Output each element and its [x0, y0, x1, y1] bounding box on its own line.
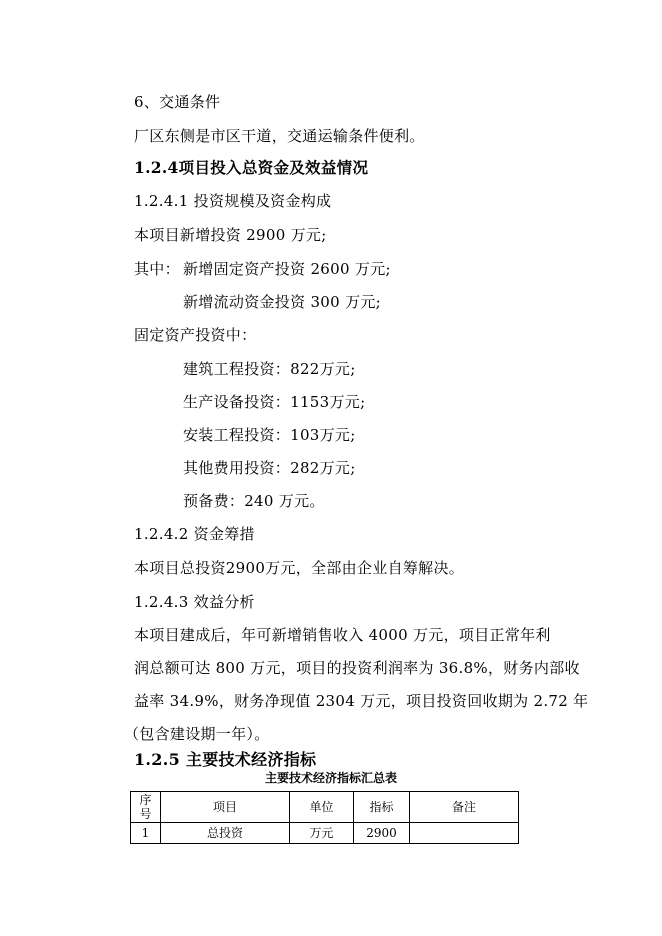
- header-unit: 单位: [290, 792, 354, 823]
- funding-text: 本项目总投资2900万元，全部由企业自筹解决。: [134, 559, 465, 577]
- fixed-breakdown-label: 固定资产投资中：: [134, 326, 257, 344]
- benefit-paragraph-line: 润总额可达 800 万元，项目的投资利润率为 36.8%，财务内部收: [134, 659, 580, 677]
- breakdown-item: 生产设备投资：1153万元;: [183, 393, 366, 411]
- breakdown-item: 预备费：240 万元。: [183, 492, 325, 510]
- section-1-2-4-2-heading: 1.2.4.2 资金筹措: [134, 525, 255, 543]
- cell-unit: 万元: [290, 823, 354, 844]
- section-6-text: 厂区东侧是市区干道，交通运输条件便利。: [134, 127, 425, 145]
- section-1-2-4-1-heading: 1.2.4.1 投资规模及资金构成: [134, 192, 332, 210]
- section-6-title: 6、交通条件: [134, 93, 221, 111]
- header-seq-bottom: 号: [139, 807, 152, 821]
- summary-table: [130, 791, 519, 844]
- breakdown-item: 安装工程投资：103万元;: [183, 426, 356, 444]
- cell-seq: 1: [131, 823, 161, 844]
- cell-index: 2900: [354, 823, 410, 844]
- header-seq-top: 序: [139, 793, 152, 807]
- header-note: 备注: [410, 792, 519, 823]
- section-1-2-4-heading: 1.2.4项目投入总资金及效益情况: [134, 158, 369, 177]
- header-index: 指标: [354, 792, 410, 823]
- total-investment-text: 本项目新增投资 2900 万元;: [134, 226, 327, 244]
- fixed-asset-investment: 新增固定资产投资 2600 万元;: [183, 260, 391, 278]
- table-header-row: [131, 792, 519, 823]
- table-title: 主要技术经济指标汇总表: [264, 771, 397, 785]
- benefit-paragraph-line: （包含建设期一年）。: [124, 725, 270, 743]
- cell-note: [410, 823, 519, 844]
- section-1-2-4-3-heading: 1.2.4.3 效益分析: [134, 593, 255, 611]
- benefit-paragraph-line: 益率 34.9%，财务净现值 2304 万元，项目投资回收期为 2.72 年: [134, 692, 589, 710]
- header-item: 项目: [161, 792, 290, 823]
- section-1-2-5-heading: 1.2.5 主要技术经济指标: [134, 750, 317, 769]
- among-label: 其中：: [134, 260, 180, 278]
- header-seq: [131, 792, 161, 823]
- table-row: [131, 823, 519, 844]
- breakdown-item: 其他费用投资：282万元;: [183, 459, 356, 477]
- working-capital-investment: 新增流动资金投资 300 万元;: [183, 293, 382, 311]
- breakdown-item: 建筑工程投资：822万元;: [183, 360, 356, 378]
- cell-item: 总投资: [161, 823, 290, 844]
- benefit-paragraph-line: 本项目建成后，年可新增销售收入 4000 万元，项目正常年利: [134, 626, 551, 644]
